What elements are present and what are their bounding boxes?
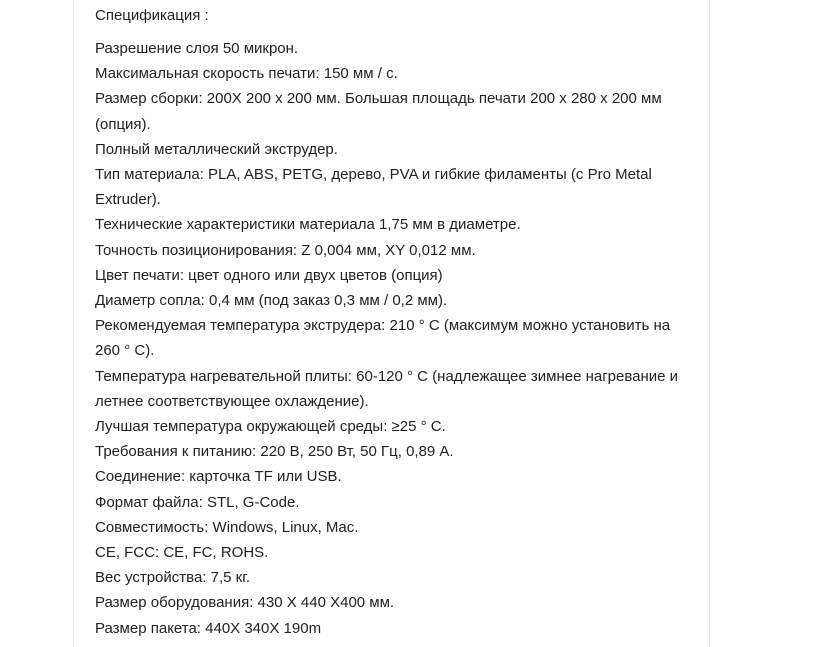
spec-item: Тип материала: PLA, ABS, PETG, дерево, PVA и гибкие филаменты (с Pro Metal Extruder). xyxy=(95,166,652,209)
spec-item: Совместимость: Windows, Linux, Mac. xyxy=(95,518,359,536)
spec-item: Размер пакета: 440X 340X 190m xyxy=(95,619,322,637)
spec-item: Температура нагревательной плиты: 60-120 ° C (надлежащее зимнее нагревание и летнее соответствующее охлаждение). xyxy=(95,367,679,410)
spec-item: Разрешение слоя 50 микрон. xyxy=(95,40,299,57)
spec-item: CE, FCC: CE, FC, ROHS. xyxy=(95,544,269,562)
spec-item: Технические характеристики материала 1,75 мм в диаметре. xyxy=(95,216,521,234)
spec-item: Точность позиционирования: Z 0,004 мм, XY 0,012 мм. xyxy=(95,241,476,259)
section-title: Спецификация : xyxy=(95,7,209,24)
spec-item: Соединение: карточка TF или USB. xyxy=(95,468,342,486)
spec-item: Лучшая температура окружающей среды: ≥25 ° C. xyxy=(95,418,446,436)
spec-item: Цвет печати: цвет одного или двух цветов (опция) xyxy=(95,266,443,284)
spec-item: Полный металлический экструдер. xyxy=(95,140,338,158)
spec-item: Рекомендуемая температура экструдера: 210 ° C (максимум можно установить на 260 ° C). xyxy=(95,317,671,360)
spec-item: Требования к питанию: 220 В, 250 Вт, 50 Гц, 0,89 А. xyxy=(95,443,454,461)
spec-item: Максимальная скорость печати: 150 мм / с. xyxy=(95,65,398,83)
spec-item: Диаметр сопла: 0,4 мм (под заказ 0,3 мм / 0,2 мм). xyxy=(95,292,448,310)
content-panel xyxy=(73,0,710,647)
spec-item: Формат файла: STL, G-Code. xyxy=(95,493,300,511)
spec-item: Размер сборки: 200X 200 x 200 мм. Большая площадь печати 200 x 280 x 200 мм (опция). xyxy=(95,90,662,133)
spec-list xyxy=(95,36,695,641)
spec-item: Размер оборудования: 430 X 440 X400 мм. xyxy=(95,594,395,612)
spec-item: Вес устройства: 7,5 кг. xyxy=(95,569,251,587)
